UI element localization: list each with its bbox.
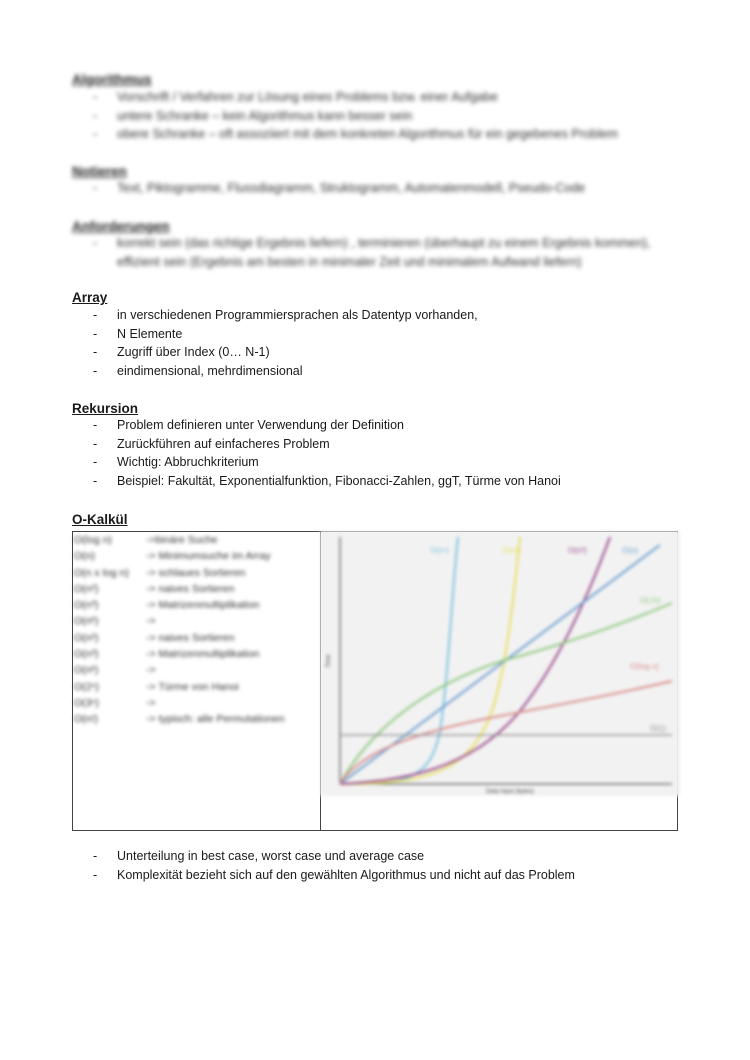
complexity-row xyxy=(74,613,314,629)
complexity-description: -> schlaues Sortieren xyxy=(146,566,246,579)
complexity-list xyxy=(74,532,314,728)
complexity-description: -> naives Sortieren xyxy=(146,631,235,644)
anforderungen-line-1: korrekt sein (das richtige Ergebnis liefern) , terminieren (überhaupt zu einem Ergebnis kommen), xyxy=(117,236,651,250)
curve-label-nn: O(nⁿ) xyxy=(430,546,449,555)
list-item: - Vorschrift / Verfahren zur Lösung eines Problems bzw. einer Aufgabe xyxy=(72,88,618,107)
heading-okalkuel: O-Kalkül xyxy=(72,512,128,527)
list-item: - untere Schranke – kein Algorithmus kann besser sein xyxy=(72,107,618,126)
graph-ylabel: Time xyxy=(326,654,332,668)
graph-xlabel: Data Input (bytes) xyxy=(486,789,534,795)
list-item: - Unterteilung in best case, worst case und average case xyxy=(72,847,575,866)
complexity-description: -> Matrizenmultiplikation xyxy=(146,599,260,612)
list-algorithmus xyxy=(72,88,618,144)
complexity-notation: O(2ⁿ) xyxy=(74,680,99,693)
complexity-row xyxy=(74,711,314,727)
complexity-description: -> xyxy=(146,696,156,709)
list-item: - Text, Piktogramme, Flussdiagramm, Struktogramm, Automatenmodell, Pseudo-Code xyxy=(72,179,585,198)
list-item: - N Elemente xyxy=(72,325,478,344)
list-item: - Wichtig: Abbruchkriterium xyxy=(72,453,561,472)
curve-label-log: O(log n) xyxy=(630,662,659,671)
curve-label-one: O(1) xyxy=(650,724,666,733)
list-item: - Zugriff über Index (0… N-1) xyxy=(72,343,478,362)
complexity-notation: O(n) xyxy=(74,550,95,563)
list-item: - in verschiedenen Programmiersprachen als Datentyp vorhanden, xyxy=(72,306,478,325)
complexity-row xyxy=(74,630,314,646)
list-item: - Beispiel: Fakultät, Exponentialfunktion, Fibonacci-Zahlen, ggT, Türme von Hanoi xyxy=(72,472,561,491)
heading-algorithmus: Algorithmus xyxy=(72,72,152,87)
complexity-row xyxy=(74,597,314,613)
curve-n3 xyxy=(340,537,610,784)
list-notieren xyxy=(72,179,585,198)
complexity-row xyxy=(74,548,314,564)
complexity-notation: O(n!) xyxy=(74,713,98,726)
complexity-notation: O(3ⁿ) xyxy=(74,696,99,709)
complexity-description: -> Türme von Hanoi xyxy=(146,680,239,693)
list-item: - Komplexität bezieht sich auf den gewählten Algorithmus und nicht auf das Problem xyxy=(72,866,575,885)
heading-notieren: Notieren xyxy=(72,164,127,179)
curve-label-sqrt: O(√n) xyxy=(640,596,661,605)
list-item xyxy=(72,234,651,271)
list-rekursion xyxy=(72,416,561,490)
complexity-description: -> Minimumsuche im Array xyxy=(146,550,271,563)
complexity-notation: O(n²) xyxy=(74,631,99,644)
curve-nn xyxy=(340,537,458,784)
complexity-notation: O(n x log n) xyxy=(74,566,129,579)
complexity-row xyxy=(74,565,314,581)
complexity-row xyxy=(74,532,314,548)
complexity-description: -> Matrizenmultiplikation xyxy=(146,648,260,661)
complexity-notation: O(n²) xyxy=(74,582,99,595)
complexity-graph xyxy=(320,531,680,796)
list-array xyxy=(72,306,478,380)
complexity-row xyxy=(74,646,314,662)
anforderungen-line-2: effizient sein (Ergebnis am besten in minimaler Zeit und minimalem Aufwand liefern) xyxy=(117,254,582,269)
curve-sqrt xyxy=(340,603,672,784)
complexity-row xyxy=(74,679,314,695)
list-item: - Zurückführen auf einfacheres Problem xyxy=(72,435,561,454)
curve-label-n: O(n) xyxy=(622,546,638,555)
curve-label-n2: O(n²) xyxy=(502,546,521,555)
complexity-description: -> naives Sortieren xyxy=(146,582,235,595)
complexity-description: -> xyxy=(146,664,156,677)
list-item: - Problem definieren unter Verwendung der Definition xyxy=(72,416,561,435)
complexity-description: -> xyxy=(146,615,156,628)
complexity-row xyxy=(74,581,314,597)
complexity-row xyxy=(74,662,314,678)
complexity-graph-svg xyxy=(320,531,680,796)
list-footer xyxy=(72,847,575,884)
heading-anforderungen: Anforderungen xyxy=(72,219,170,234)
curve-log xyxy=(340,681,672,784)
list-item: - obere Schranke – oft assoziiert mit dem konkreten Algorithmus für ein gegebenes Problem xyxy=(72,125,618,144)
complexity-notation: O(log n) xyxy=(74,534,112,546)
complexity-notation: O(n³) xyxy=(74,648,99,661)
complexity-notation: O(nᵏ) xyxy=(74,615,99,628)
complexity-notation: O(nᵏ) xyxy=(74,664,99,677)
complexity-description: ->binäre Suche xyxy=(146,534,218,546)
list-anforderungen xyxy=(72,234,651,271)
list-item: - eindimensional, mehrdimensional xyxy=(72,362,478,381)
curve-label-n3: O(n³) xyxy=(568,546,587,555)
heading-rekursion: Rekursion xyxy=(72,401,139,416)
heading-array: Array xyxy=(72,290,108,305)
complexity-description: -> typisch: alle Permutationen xyxy=(146,713,285,726)
complexity-notation: O(n³) xyxy=(74,599,99,612)
complexity-row xyxy=(74,695,314,711)
